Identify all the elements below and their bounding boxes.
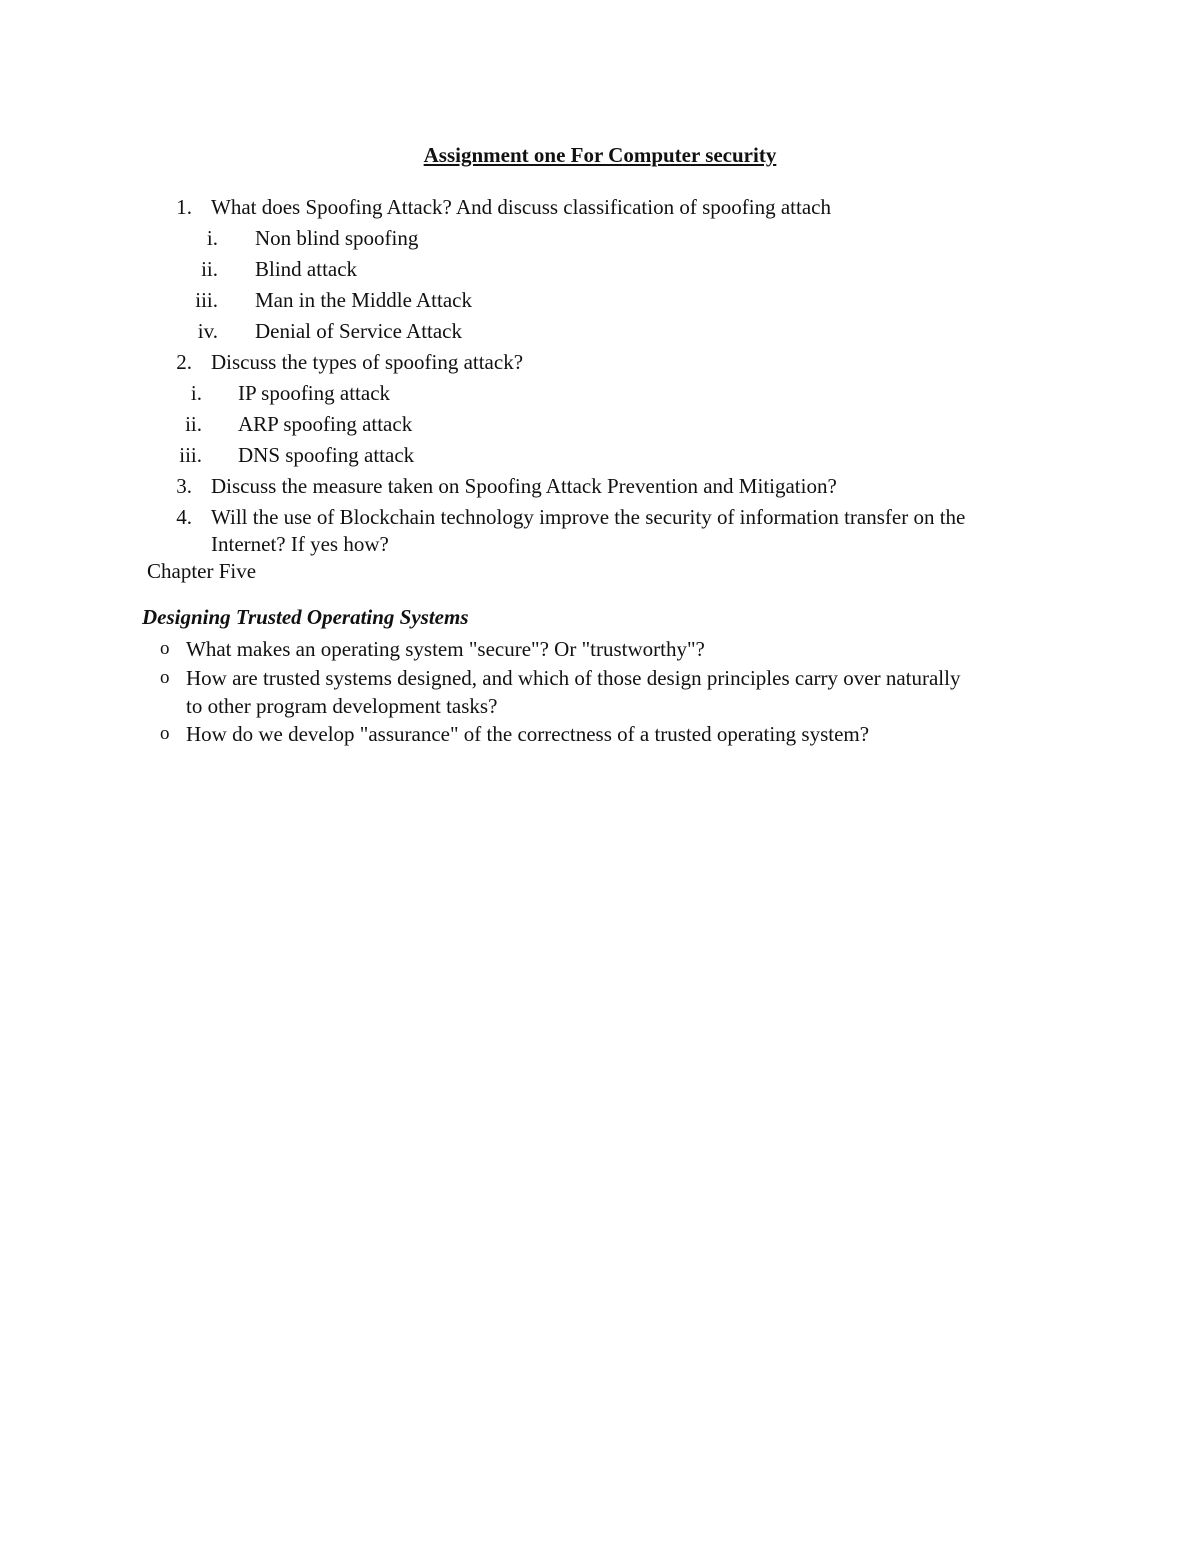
- subitem-number: ii.: [201, 257, 218, 281]
- bullet-text-line1: How are trusted systems designed, and which of those design principles carry over naturally: [186, 666, 961, 690]
- bullet-marker: o: [160, 638, 170, 659]
- chapter-label: Chapter Five: [147, 559, 257, 583]
- subitem-number: iv.: [197, 319, 218, 343]
- bullet-marker: o: [160, 667, 170, 688]
- question-text-line2: Internet? If yes how?: [211, 532, 389, 556]
- section-title: Designing Trusted Operating Systems: [142, 605, 469, 629]
- bullet-marker: o: [160, 723, 170, 744]
- question-number: 4.: [176, 505, 192, 529]
- subitem-number: i.: [190, 381, 202, 405]
- subitem-text: Non blind spoofing: [255, 226, 419, 250]
- subitem-text: Blind attack: [255, 257, 358, 281]
- question-text: Discuss the types of spoofing attack?: [211, 350, 524, 374]
- subitem-number: iii.: [179, 443, 202, 467]
- bullet-text-line2: to other program development tasks?: [186, 694, 498, 718]
- subitem-text: Man in the Middle Attack: [255, 288, 472, 312]
- subitem-number: ii.: [185, 412, 202, 436]
- subitem-text: Denial of Service Attack: [255, 319, 463, 343]
- question-text: Discuss the measure taken on Spoofing Attack Prevention and Mitigation?: [211, 474, 837, 498]
- question-text-line1: Will the use of Blockchain technology improve the security of information transfer on the: [211, 505, 966, 529]
- page-title: Assignment one For Computer security: [423, 143, 777, 167]
- question-number: 1.: [176, 195, 192, 219]
- question-number: 2.: [176, 350, 192, 374]
- bullet-text: What makes an operating system "secure"? Or "trustworthy"?: [186, 637, 705, 661]
- bullet-text: How do we develop "assurance" of the correctness of a trusted operating system?: [186, 722, 870, 746]
- subitem-text: ARP spoofing attack: [238, 412, 413, 436]
- subitem-number: iii.: [195, 288, 218, 312]
- question-number: 3.: [176, 474, 192, 498]
- subitem-text: DNS spoofing attack: [238, 443, 415, 467]
- subitem-text: IP spoofing attack: [238, 381, 391, 405]
- question-text: What does Spoofing Attack? And discuss classification of spoofing attach: [211, 195, 831, 219]
- subitem-number: i.: [206, 226, 218, 250]
